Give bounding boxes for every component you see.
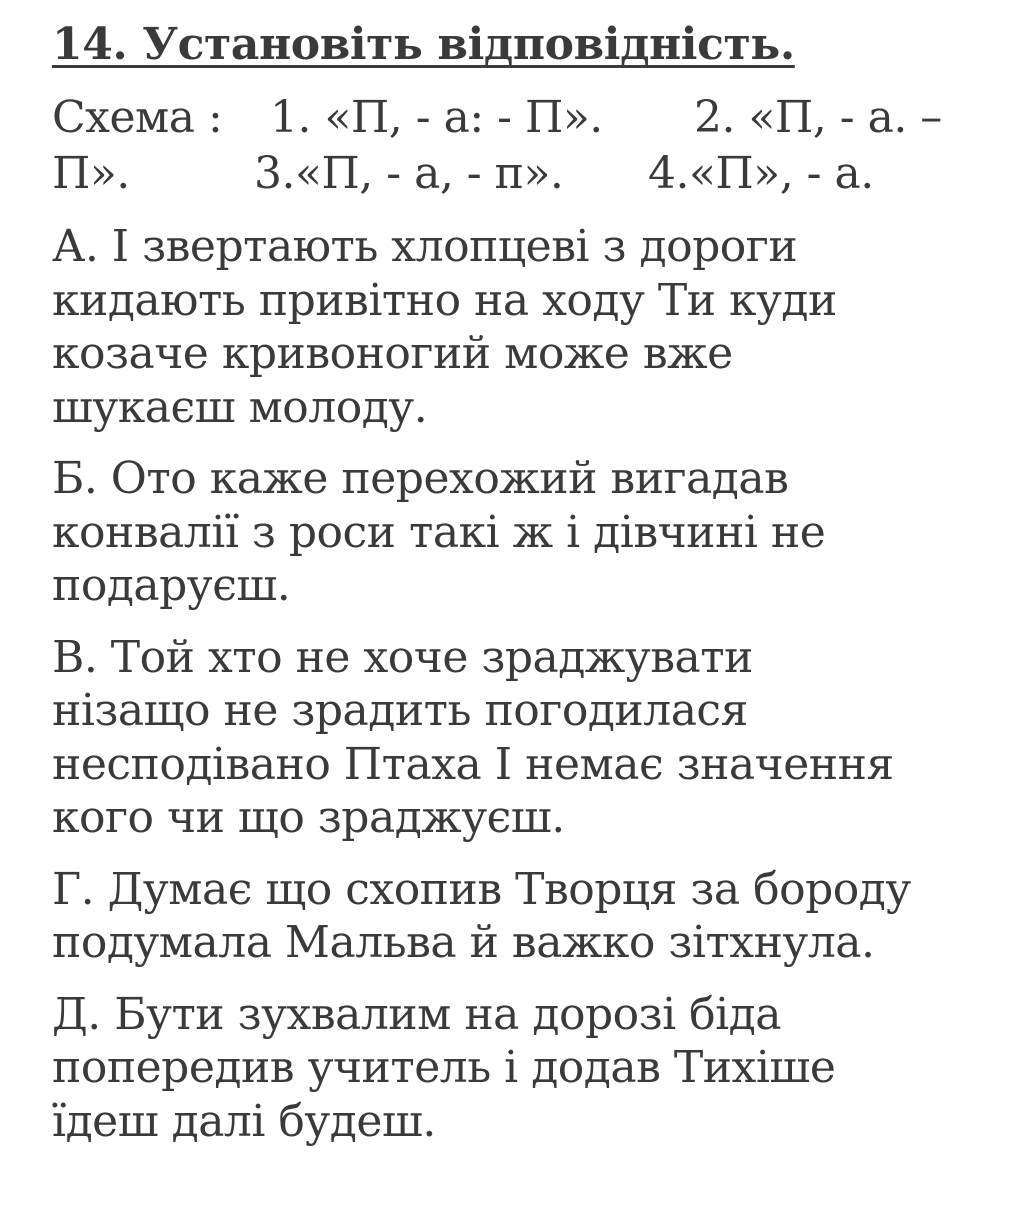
sentence-line: А. І звертають хлопцеві з дороги [52, 221, 798, 272]
document-content [52, 14, 1002, 1148]
sentence-b [52, 452, 1002, 613]
sentence-line: попередив учитель і додав Тихіше [52, 1042, 836, 1093]
schema-row-2 [52, 146, 1002, 202]
sentence-v [52, 631, 1002, 845]
schema-item-3: 3.«П, - а, - п». [254, 148, 564, 199]
sentence-line: шукаєш молоду. [52, 381, 428, 433]
schema-block [52, 90, 1002, 202]
schema-row-1 [52, 90, 1002, 146]
sentence-line: нізащо не зрадить погодилася [52, 685, 748, 736]
sentence-line: В. Той хто не хоче зраджувати [52, 631, 753, 683]
sentence-line: їдеш далі будеш. [52, 1095, 436, 1147]
sentence-line: козаче кривоногий може вже [52, 328, 733, 379]
sentence-line: конвалії з роси такі ж і дівчині не [52, 506, 826, 558]
sentence-line: подумала Мальва й важко зітхнула. [52, 917, 875, 968]
sentence-line: Б. Ото каже перехожий вигадав [52, 453, 789, 504]
schema-label: Схема : [52, 92, 223, 143]
sentence-line: подаруєш. [52, 560, 291, 611]
sentence-a [52, 220, 1002, 434]
schema-item-4: 4.«П», - а. [648, 148, 874, 199]
sentence-line: кого чи що зраджуєш. [52, 792, 565, 843]
sentence-line: Г. Думає що схопив Творця за бороду [52, 863, 911, 915]
sentence-d [52, 988, 1002, 1149]
sentence-line: Д. Бути зухвалим на дорозі біда [52, 988, 782, 1040]
schema-item-1: 1. «П, - а: - П». [270, 92, 603, 143]
schema-item-2-start: 2. «П, - а. – [694, 92, 942, 143]
task-title: 14. Установіть відповідність. [52, 19, 795, 70]
sentence-line: кидають привітно на ходу Ти куди [52, 274, 837, 326]
sentence-line: несподівано Птаха І немає значення [52, 738, 894, 790]
schema-item-2-end: П». [52, 148, 130, 199]
sentence-g [52, 863, 1002, 970]
